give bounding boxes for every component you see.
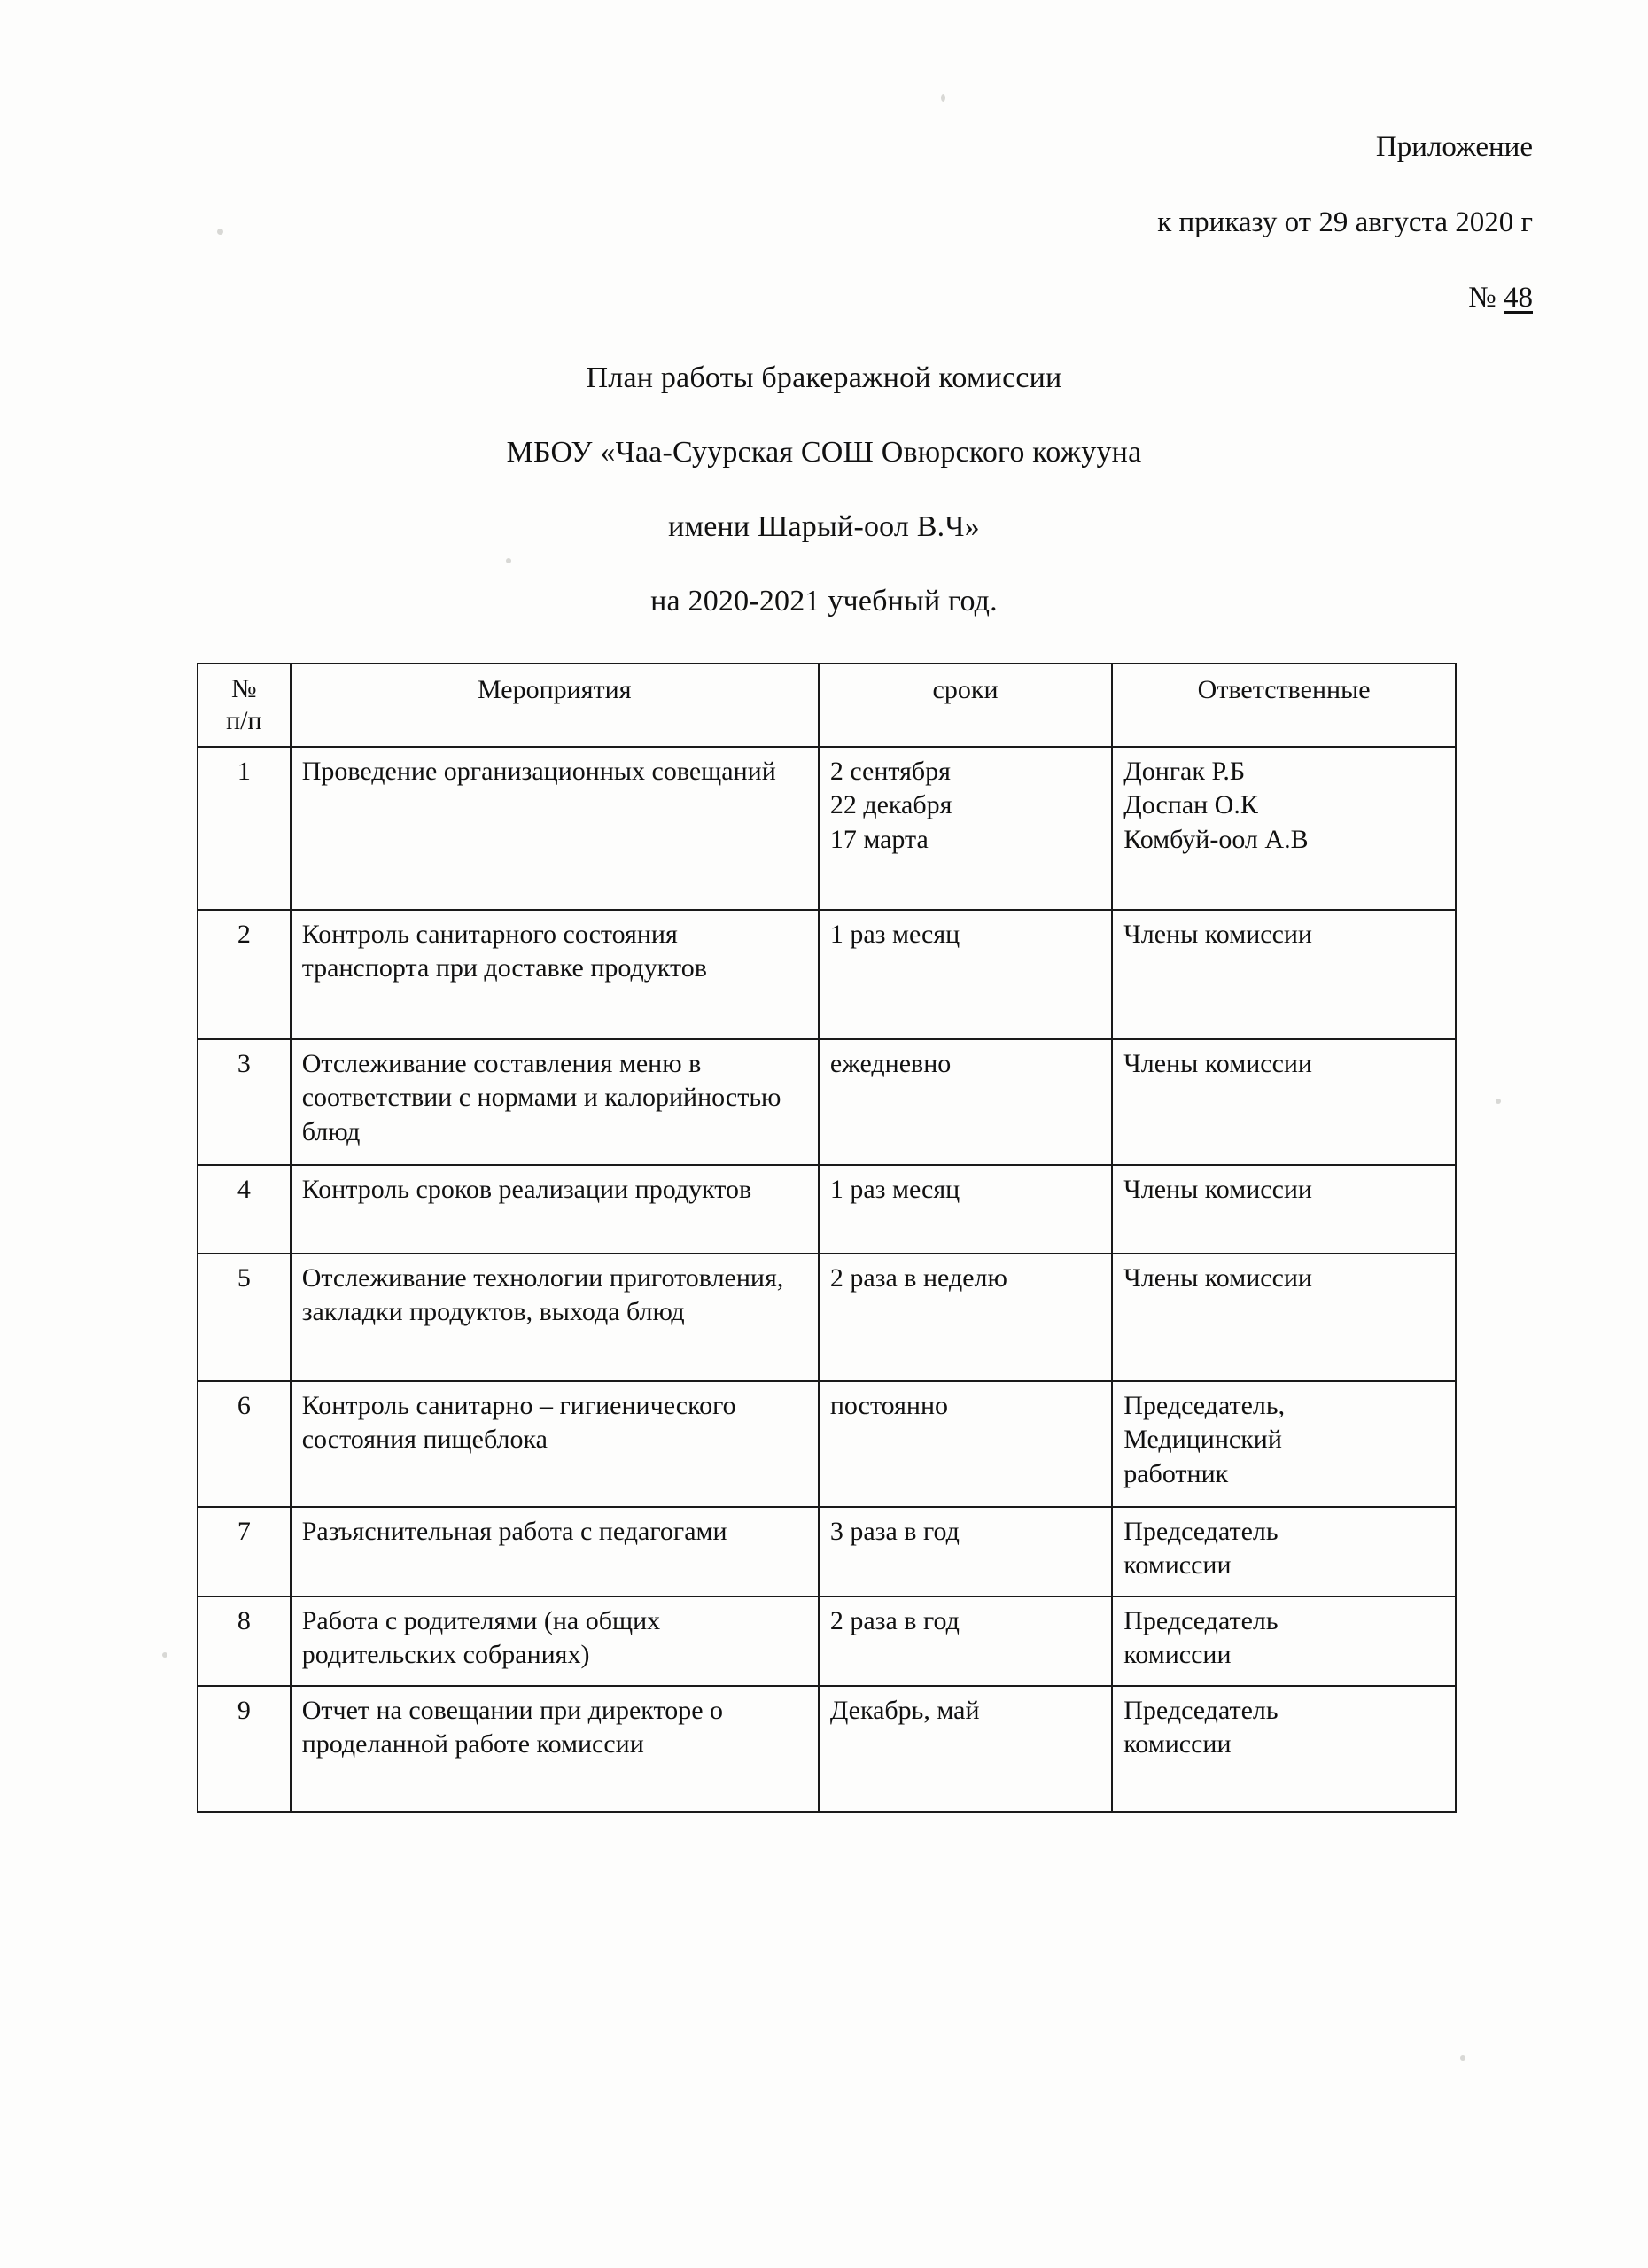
row-responsible xyxy=(1112,1039,1456,1165)
row-event: Проведение организационных совещаний xyxy=(291,747,819,910)
row-term xyxy=(819,747,1112,910)
row-term-line: 1 раз месяц xyxy=(829,1175,960,1204)
row-term-line: 2 раза в неделю xyxy=(829,1263,1007,1293)
row-term xyxy=(819,1165,1112,1254)
table-row xyxy=(198,1507,1456,1596)
row-term-line: постоянно xyxy=(829,1391,948,1420)
row-term xyxy=(819,1507,1112,1596)
row-term-line: 2 раза в год xyxy=(829,1605,960,1635)
table-row xyxy=(198,1165,1456,1254)
row-event: Контроль санитарно – гигиенического состояния пищеблока xyxy=(291,1381,819,1507)
row-number: 3 xyxy=(198,1039,291,1165)
scan-speckle xyxy=(1460,2055,1465,2061)
column-header-number xyxy=(198,664,291,747)
row-responsible-line: работник xyxy=(1123,1458,1229,1488)
work-plan-table xyxy=(197,663,1457,1813)
row-number: 5 xyxy=(198,1254,291,1381)
row-responsible-line: Члены комиссии xyxy=(1123,1263,1312,1293)
row-event: Отслеживание составления меню в соответствии с нормами и калорийностью блюд xyxy=(291,1039,819,1165)
order-reference: к приказу от 29 августа 2020 г xyxy=(1157,206,1533,238)
table-row xyxy=(198,1596,1456,1686)
row-responsible xyxy=(1112,1254,1456,1381)
row-responsible-line: Члены комиссии xyxy=(1123,920,1312,949)
table-row xyxy=(198,1686,1456,1812)
row-term xyxy=(819,1039,1112,1165)
row-responsible-line: комиссии xyxy=(1123,1728,1232,1759)
row-term xyxy=(819,1596,1112,1686)
row-term-line: 1 раз месяц xyxy=(829,920,960,949)
order-number-prefix: № xyxy=(1468,282,1504,314)
row-event: Контроль санитарного состояния транспорта при доставке продуктов xyxy=(291,910,819,1039)
column-header-number-line1: № xyxy=(231,674,257,703)
row-responsible-line: Председатель xyxy=(1123,1517,1279,1546)
row-term-line: 2 сентября xyxy=(829,757,951,786)
row-responsible-line: Доспан О.К xyxy=(1123,790,1258,820)
row-responsible xyxy=(1112,1686,1456,1812)
row-responsible xyxy=(1112,1381,1456,1507)
row-term-line: 22 декабря xyxy=(829,790,952,820)
row-number: 9 xyxy=(198,1686,291,1812)
school-name-line-2: имени Шарый-оол В.Ч» xyxy=(668,510,980,543)
row-responsible xyxy=(1112,747,1456,910)
row-term xyxy=(819,1686,1112,1812)
row-term xyxy=(819,1254,1112,1381)
row-responsible-line: комиссии xyxy=(1123,1640,1232,1670)
table-row xyxy=(198,747,1456,910)
row-term-line: 17 марта xyxy=(829,824,929,854)
row-number: 4 xyxy=(198,1165,291,1254)
row-term xyxy=(819,1381,1112,1507)
row-event: Разъяснительная работа с педагогами xyxy=(291,1507,819,1596)
scan-speckle xyxy=(1496,1099,1501,1104)
column-header-terms: сроки xyxy=(819,664,1112,747)
academic-year: на 2020-2021 учебный год. xyxy=(650,585,998,617)
row-responsible-line: Председатель xyxy=(1123,1605,1279,1635)
row-responsible xyxy=(1112,1596,1456,1686)
row-event: Контроль сроков реализации продуктов xyxy=(291,1165,819,1254)
row-responsible xyxy=(1112,910,1456,1039)
table-row xyxy=(198,1039,1456,1165)
row-responsible xyxy=(1112,1507,1456,1596)
table-header-row xyxy=(198,664,1456,747)
column-header-events: Мероприятия xyxy=(291,664,819,747)
scan-speckle xyxy=(941,94,945,102)
table-row xyxy=(198,1254,1456,1381)
row-responsible-line: Медицинский xyxy=(1123,1425,1282,1455)
order-number-value: 48 xyxy=(1504,282,1533,314)
row-term-line: 3 раза в год xyxy=(829,1517,960,1546)
row-event: Отслеживание технологии приготовления, закладки продуктов, выхода блюд xyxy=(291,1254,819,1381)
appendix-label: Приложение xyxy=(1375,131,1533,163)
row-number: 7 xyxy=(198,1507,291,1596)
row-number: 1 xyxy=(198,747,291,910)
row-term-line: Декабрь, май xyxy=(829,1695,980,1725)
row-responsible-line: Комбуй-оол А.В xyxy=(1123,824,1309,854)
row-responsible-line: Члены комиссии xyxy=(1123,1049,1312,1078)
order-number xyxy=(859,284,1533,313)
school-name-line-1: МБОУ «Чаа-Суурская СОШ Овюрского кожууна xyxy=(506,436,1142,469)
scan-speckle xyxy=(217,229,223,235)
page-title: План работы бракеражной комиссии xyxy=(586,361,1062,394)
row-responsible xyxy=(1112,1165,1456,1254)
document-header xyxy=(859,133,1533,313)
scan-speckle xyxy=(162,1652,167,1658)
document-title xyxy=(0,363,1648,617)
table-row xyxy=(198,910,1456,1039)
row-responsible-line: Члены комиссии xyxy=(1123,1175,1312,1204)
row-term xyxy=(819,910,1112,1039)
row-responsible-line: комиссии xyxy=(1123,1550,1232,1581)
row-event: Работа с родителями (на общих родительских собраниях) xyxy=(291,1596,819,1686)
column-header-number-line2: п/п xyxy=(226,706,262,735)
row-term-line: ежедневно xyxy=(829,1049,952,1078)
row-number: 6 xyxy=(198,1381,291,1507)
row-event: Отчет на совещании при директоре о проделанной работе комиссии xyxy=(291,1686,819,1812)
row-number: 2 xyxy=(198,910,291,1039)
row-number: 8 xyxy=(198,1596,291,1686)
table-row xyxy=(198,1381,1456,1507)
row-responsible-line: Председатель, xyxy=(1123,1391,1286,1420)
row-responsible-line: Председатель xyxy=(1123,1695,1279,1725)
row-responsible-line: Донгак Р.Б xyxy=(1123,757,1246,786)
column-header-responsible: Ответственные xyxy=(1112,664,1456,747)
